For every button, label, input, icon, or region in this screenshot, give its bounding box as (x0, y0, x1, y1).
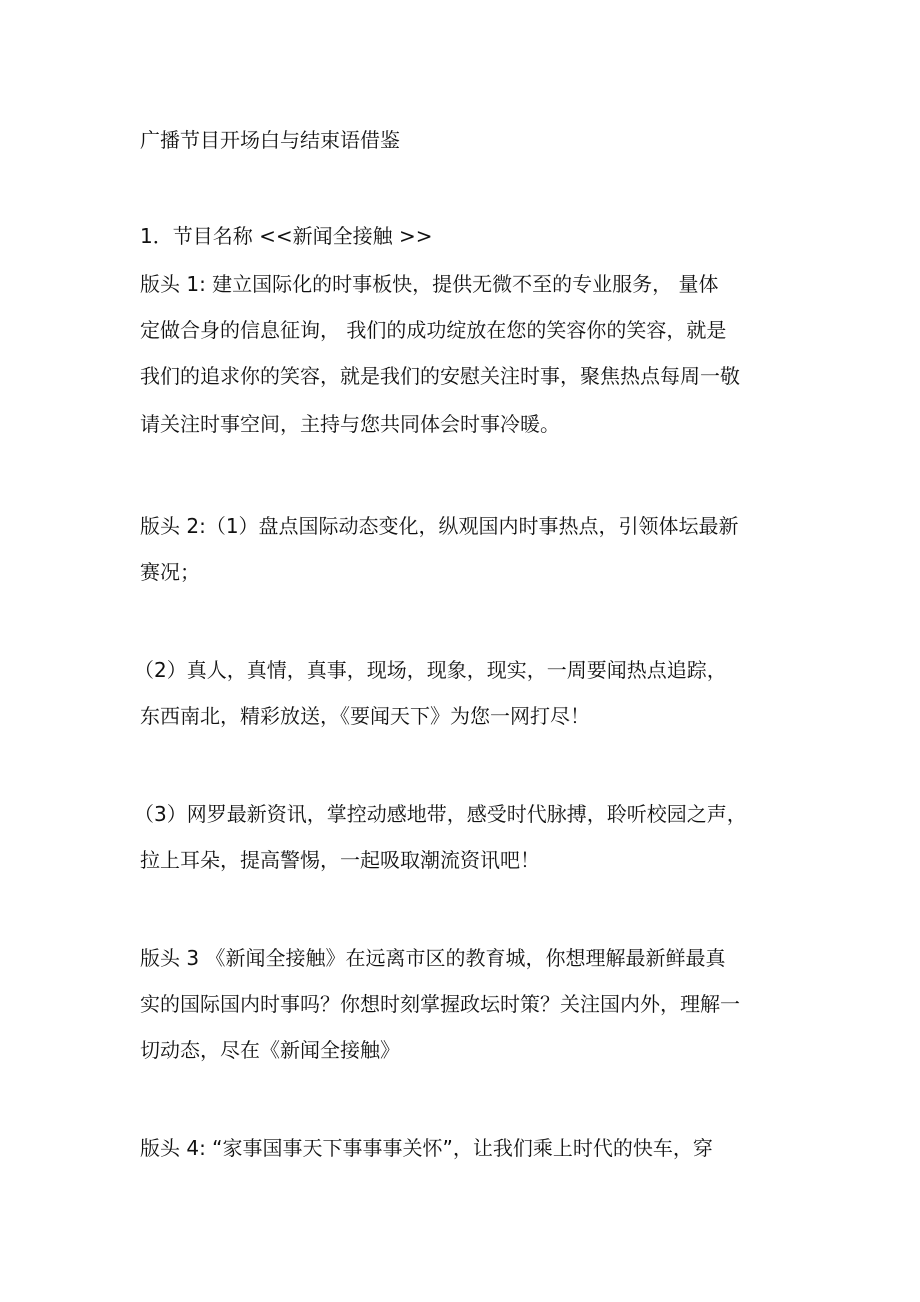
text-line: 拉上耳朵，提高警惕，一起吸取潮流资讯吧！ (140, 848, 540, 872)
text-line: 赛况； (140, 560, 200, 584)
text-line: 版头 1: 建立国际化的时事板快，提供无微不至的专业服务， 量体 (140, 272, 719, 296)
document-title: 广播节目开场白与结束语借鉴 (140, 128, 400, 152)
text-line: 版头 3 《新闻全接触》在远离市区的教育城，你想理解最新鲜最真 (140, 946, 726, 970)
text-line: （2）真人，真情，真事，现场，现象，现实，一周要闻热点追踪， (134, 658, 727, 682)
text-line: （3）网罗最新资讯，掌控动感地带，感受时代脉搏，聆听校园之声， (134, 802, 747, 826)
text-line: 我们的追求你的笑容，就是我们的安慰关注时事，聚焦热点每周一敬 (140, 364, 740, 388)
text-line: 版头 2:（1）盘点国际动态变化，纵观国内时事热点，引领体坛最新 (140, 514, 739, 538)
text-line: 定做合身的信息征询， 我们的成功绽放在您的笑容你的笑容，就是 (140, 318, 727, 342)
text-line: 1．节目名称 <<新闻全接触 >> (140, 224, 433, 248)
text-line: 切动态，尽在《新闻全接触》 (140, 1038, 400, 1062)
text-line: 版头 4: “家事国事天下事事事关怀”，让我们乘上时代的快车，穿 (140, 1136, 713, 1160)
text-line: 请关注时事空间，主持与您共同体会时事冷暖。 (140, 412, 560, 436)
text-line: 实的国际国内时事吗？你想时刻掌握政坛时策？关注国内外，理解一 (140, 992, 740, 1016)
text-line: 东西南北，精彩放送，《要闻天下》为您一网打尽！ (140, 704, 590, 728)
